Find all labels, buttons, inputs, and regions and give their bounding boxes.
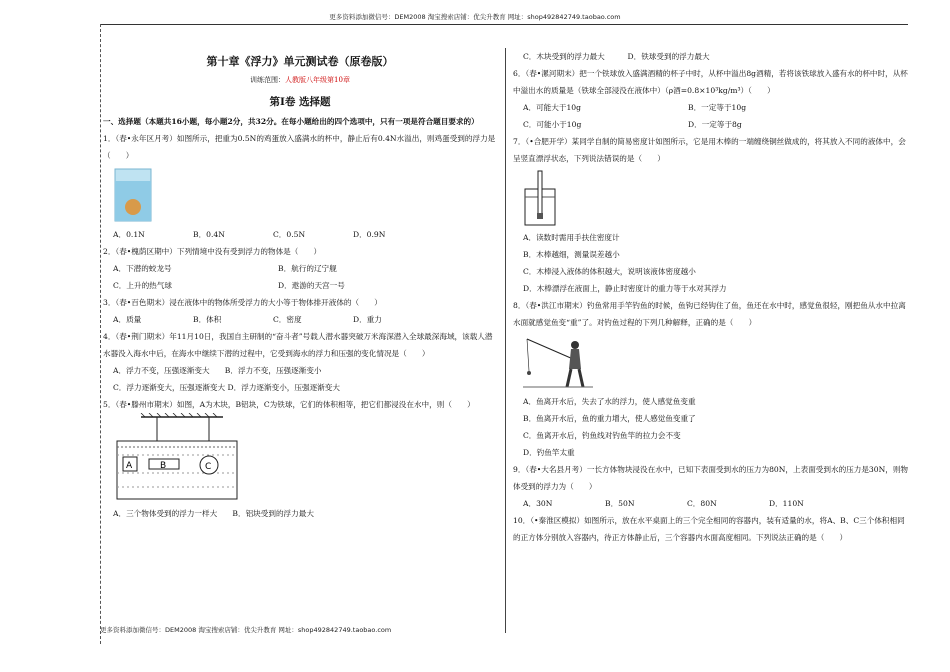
question-5-options-row1	[103, 505, 497, 522]
question-1-stem: 1．（春•永年区月考）如图所示，把重为0.5N的鸡蛋放入盛满水的杯中，静止后有0.4N水溢出，则鸡蛋受到的浮力是（ ）	[103, 134, 496, 160]
q7-option-b: B．木棒越细，测量误差越小	[523, 250, 620, 259]
q3-option-c: C．密度	[273, 315, 302, 324]
part-heading: 第Ⅰ卷 选择题	[269, 96, 331, 108]
q8-option-c: C．鱼离开水后，钓鱼线对钓鱼竿的拉力会不变	[523, 431, 681, 440]
question-3-options	[103, 311, 497, 328]
binding-line	[100, 24, 101, 644]
question-4-options-row2	[103, 379, 497, 396]
question-9-options	[513, 495, 909, 512]
q5-option-b: B．铝块受到的浮力最大	[232, 509, 314, 518]
q1-figure	[103, 164, 497, 226]
question-3-stem: 3．（春•百色期末）浸在液体中的物体所受浮力的大小等于物体排开液体的（ ）	[103, 298, 382, 307]
question-7-stem: 7．（•合肥开学）某同学自制的简易密度计如图所示，它是用木棒的一端缠绕铜丝做成的，将其放入不同的液体中，会呈竖直漂浮状态，下列说法错误的是（ ）	[513, 137, 906, 163]
training-range	[103, 72, 497, 89]
q4-option-b: B．浮力不变，压强逐渐变小	[224, 366, 322, 375]
question-2-options-row2	[103, 277, 497, 294]
column-divider	[505, 48, 506, 633]
question-6-stem: 6．（春•漯河期末）把一个铁球放入盛满酒精的杯子中时，从杯中溢出8g酒精，若将该铁球放入盛有水的杯中时，从杯中溢出水的质量是（铁球全部浸没在液体中）（ρ酒=0.8×10³kg/m³）（ ）	[513, 69, 908, 95]
q3-option-b: B．体积	[193, 315, 222, 324]
q3-option-a: A．质量	[113, 315, 142, 324]
q9-option-c: C．80N	[687, 499, 717, 508]
q2-option-d: D．遨游的天宫一号	[278, 281, 345, 290]
q1-option-b: B．0.4N	[193, 230, 225, 239]
q5-option-c: C．木块受到的浮力最大	[523, 52, 605, 61]
question-8-stem: 8．（春•洪江市期末）钓鱼常用手竿钓鱼的时候，鱼钩已经钩住了鱼，鱼还在水中时，感觉鱼很轻，刚把鱼从水中拉离水面就感觉鱼变“重”了。对钓鱼过程的下列几种解释，正确的是（ ）	[513, 301, 906, 327]
q2-option-c: C．上升的热气球	[113, 281, 172, 290]
q7-option-c: C．木棒浸入液体的体积越大，说明该液体密度越小	[523, 267, 696, 276]
q2-option-a: A．下潜的蛟龙号	[113, 264, 172, 273]
left-column	[103, 48, 497, 522]
q8-option-b: B．鱼离开水后，鱼的重力增大，使人感觉鱼变重了	[523, 414, 696, 423]
q2-option-b: B．航行的辽宁舰	[278, 264, 337, 273]
label-a: A	[126, 461, 133, 471]
header-rule	[100, 24, 908, 25]
q6-option-b: B．一定等于10g	[688, 103, 747, 112]
q5-figure	[103, 413, 497, 505]
q7-option-a: A．读数时需用手扶住密度计	[523, 233, 620, 242]
footer-banner: 更多资料添加微信号：DEM2008 淘宝搜索店铺：优尖升教育 网址：shop492842749.taobao.com	[100, 626, 392, 634]
question-5-stem: 5．（春•滕州市期末）如图，A为木块，B铝块，C为铁球，它们的体积相等，把它们都浸没在水中，则（ ）	[103, 400, 475, 409]
q4-option-d: D．浮力逐渐变小，压强逐渐变大	[227, 383, 340, 392]
q6-option-c: C．可能小于10g	[523, 120, 582, 129]
q8-figure	[513, 331, 909, 393]
q3-option-d: D．重力	[353, 315, 382, 324]
doc-title: 第十章《浮力》单元测试卷（原卷版）	[206, 55, 394, 68]
q9-option-a: A．30N	[523, 499, 553, 508]
q7-figure	[513, 167, 909, 229]
q4-option-c: C．浮力逐渐变大，压强逐渐变大	[113, 383, 226, 392]
question-4-stem: 4．（春•荆门期末）年11月10日，我国自主研制的“奋斗者”号载人潜水器突破万米海深潜入全球最深海域，该载人潜水器没入海水中后，在海水中继续下潜的过程中，它受到海水的浮力和压强的变化情况是（ ）	[103, 332, 493, 358]
q8-option-d: D．钓鱼竿太重	[523, 448, 575, 457]
q1-option-d: D．0.9N	[353, 230, 386, 239]
label-b: B	[160, 461, 167, 471]
fisherman-image	[523, 331, 593, 391]
label-c: C	[205, 462, 212, 472]
q1-option-c: C．0.5N	[273, 230, 306, 239]
header-banner: 更多资料添加微信号：DEM2008 淘宝搜索店铺：优尖升教育 网址：shop492842749.taobao.com	[329, 13, 621, 21]
question-6-options-row2	[513, 116, 909, 133]
q9-option-b: B．50N	[605, 499, 635, 508]
right-column	[513, 48, 909, 546]
q7-option-d: D．木棒漂浮在液面上，静止时密度计的重力等于水对其浮力	[523, 284, 727, 293]
q6-option-a: A．可能大于10g	[523, 103, 581, 112]
q5-option-d: D．铁球受到的浮力最大	[627, 52, 710, 61]
range-label: 训练范围：	[250, 76, 286, 84]
egg-in-water-image	[113, 167, 153, 223]
q6-option-d: D．一定等于8g	[688, 120, 742, 129]
question-2-stem: 2．（春•槐荫区期中）下列情境中没有受到浮力的物体是（ ）	[103, 247, 322, 256]
q8-option-a: A．鱼离开水后，失去了水的浮力，使人感觉鱼变重	[523, 397, 696, 406]
q4-option-a: A．浮力不变，压强逐渐变大	[113, 366, 210, 375]
question-4-options-row1	[103, 362, 497, 379]
section-heading: 一、选择题（本题共16小题，每小题2分，共32分。在每小题给出的四个选项中，只有一项是符合题目要求的）	[103, 117, 479, 126]
q1-option-a: A．0.1N	[113, 230, 145, 239]
question-2-options-row1	[103, 260, 497, 277]
question-5-options-row2	[513, 48, 909, 65]
question-9-stem: 9．（春•大名县月考）一长方体物块浸没在水中，已知下表面受到水的压力为80N，上表面受到水的压力是30N，则物体受到的浮力为（ ）	[513, 465, 909, 491]
q5-option-a: A．三个物体受到的浮力一样大	[113, 509, 218, 518]
question-1-options	[103, 226, 497, 243]
hydrometer-diagram	[523, 169, 563, 227]
question-10-stem: 10．（•秦淮区模拟）如图所示，放在水平桌面上的三个完全相同的容器内，装有适量的水，将A、B、C三个体积相同的正方体分别放入容器内，待正方体静止后，三个容器内水面高度相同。下列说法正确的是（ ）	[513, 516, 905, 542]
three-objects-in-water-diagram	[113, 413, 243, 503]
range-value: 人教版八年级第10章	[285, 76, 350, 84]
question-6-options-row1	[513, 99, 909, 116]
q9-option-d: D．110N	[769, 499, 804, 508]
